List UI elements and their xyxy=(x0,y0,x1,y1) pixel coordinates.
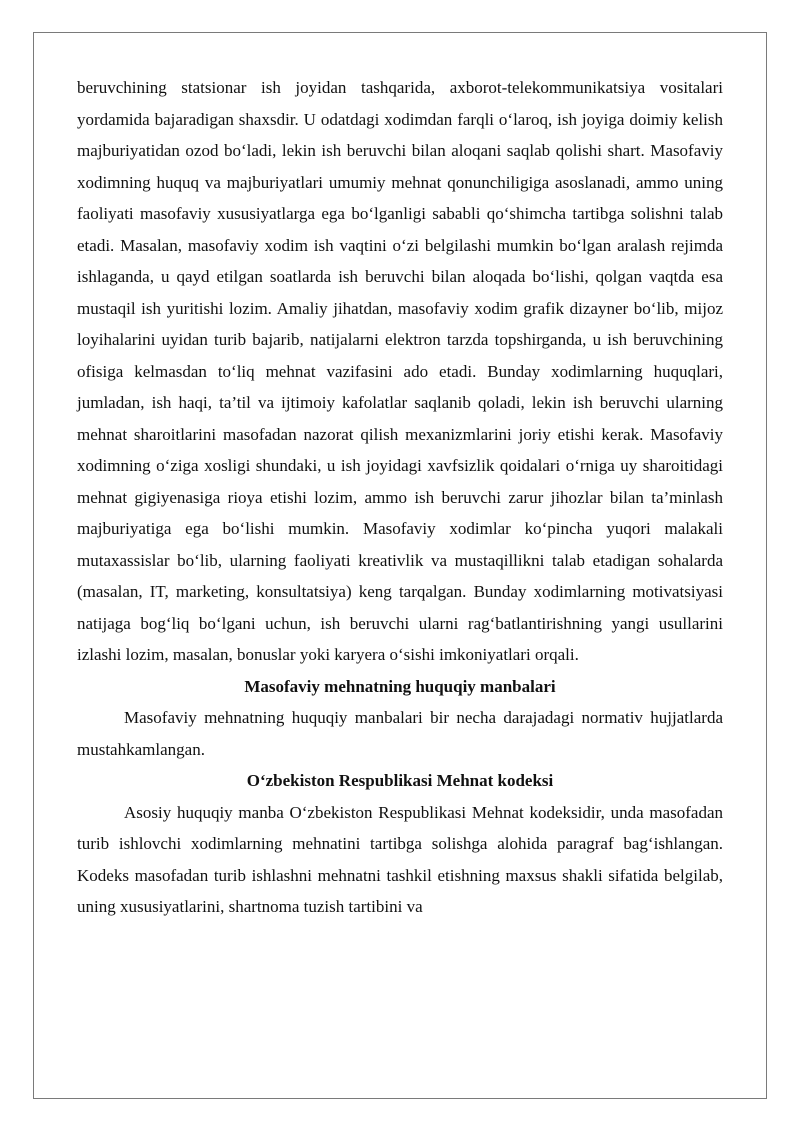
document-body xyxy=(77,72,723,923)
body-paragraph: beruvchining statsionar ish joyidan tashqarida, axborot-telekommunikatsiya vositalari yordamida bajaradigan shaxsdir. U odatdagi xodimdan farqli o‘laroq, ish joyiga doimiy kelish majburiyatidan ozod bo‘ladi, lekin ish beruvchi bilan aloqani saqlab qolishi shart. Masofaviy xodimning huquq va majburiyatlari umumiy mehnat qonunchiligiga asoslanadi, ammo uning faoliyati masofaviy xususiyatlarga ega bo‘lganligi sababli qo‘shimcha tartibga solishni talab etadi. Masalan, masofaviy xodim ish vaqtini o‘zi belgilashi mumkin bo‘lgan aralash rejimda ishlaganda, u qayd etilgan soatlarda ish beruvchi bilan aloqada bo‘lishi, qolgan vaqtda esa mustaqil ish yuritishi lozim. Amaliy jihatdan, masofaviy xodim grafik dizayner bo‘lib, mijoz loyihalarini uyidan turib bajarib, natijalarni elektron tarzda topshirganda, u ish beruvchining ofisiga kelmasdan to‘liq mehnat vazifasini ado etadi. Bunday xodimlarning huquqlari, jumladan, ish haqi, ta’til va ijtimoiy kafolatlar saqlanib qoladi, lekin ish beruvchi ularning mehnat sharoitlarini masofadan nazorat qilish mexanizmlarini joriy etishi kerak. Masofaviy xodimning o‘ziga xosligi shundaki, u ish joyidagi xavfsizlik qoidalari o‘rniga uy sharoitidagi mehnat gigiyenasiga rioya etishi lozim, ammo ish beruvchi zarur jihozlar bilan ta’minlash majburiyatiga ega bo‘lishi mumkin. Masofaviy xodimlar ko‘pincha yuqori malakali mutaxassislar bo‘lib, ularning faoliyati kreativlik va mustaqillikni talab etadigan sohalarda (masalan, IT, marketing, konsultatsiya) keng tarqalgan. Bunday xodimlarning motivatsiyasi natijaga bog‘liq bo‘lgani uchun, ish beruvchi ularni rag‘batlantirishning yangi usullarini izlashi lozim, masalan, bonuslar yoki karyera o‘sishi imkoniyatlari orqali. xyxy=(77,78,723,664)
body-paragraph: Masofaviy mehnatning huquqiy manbalari bir necha darajadagi normativ hujjatlarda mustahkamlangan. xyxy=(77,708,723,759)
section-heading: Masofaviy mehnatning huquqiy manbalari xyxy=(244,676,556,696)
section-heading: O‘zbekiston Respublikasi Mehnat kodeksi xyxy=(246,771,554,790)
body-paragraph: Asosiy huquqiy manba O‘zbekiston Respublikasi Mehnat kodeksidir, unda masofadan turib ishlovchi xodimlarning mehnatini tartibga solishga alohida paragraf bag‘ishlangan. Kodeks masofadan turib ishlashni mehnatni tashkil etishning maxsus shakli sifatida belgilab, uning xususiyatlarini, shartnoma tuzish tartibini va xyxy=(77,802,723,916)
